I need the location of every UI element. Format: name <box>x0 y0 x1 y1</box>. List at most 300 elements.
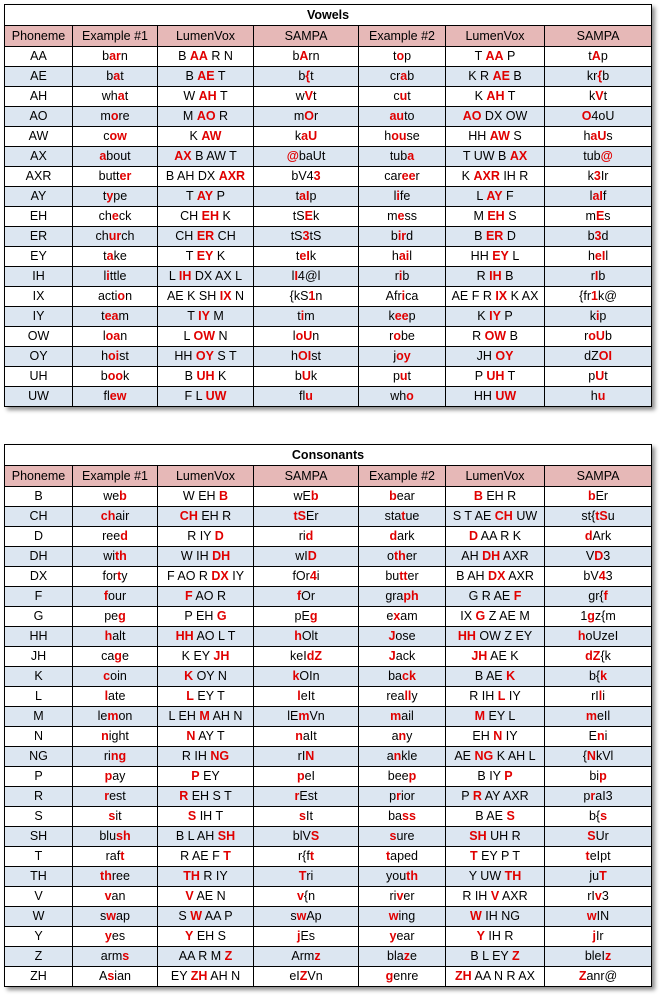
text-segment: OW Z EY <box>475 629 533 643</box>
text-segment: K <box>189 129 202 143</box>
example-1-cell <box>73 327 158 347</box>
highlighted-segment: CH <box>179 509 198 523</box>
sampa-2-cell <box>545 247 652 267</box>
text-segment: p <box>583 789 591 803</box>
text-segment: keI <box>290 649 307 663</box>
text-segment: p <box>309 189 317 203</box>
consonants-header-row <box>5 466 652 487</box>
text-segment: t <box>103 249 107 263</box>
text-segment: L <box>168 269 179 283</box>
highlighted-segment: W <box>469 909 482 923</box>
sampa-2-cell <box>545 587 652 607</box>
highlighted-segment: UH <box>486 369 505 383</box>
text-segment: tS <box>292 209 305 223</box>
text-segment: Vn <box>307 969 323 983</box>
highlighted-segment: HH <box>175 629 194 643</box>
sampa-1-cell <box>254 847 359 867</box>
text-segment: arm <box>100 949 123 963</box>
text-segment: k <box>309 249 317 263</box>
text-segment: tS <box>290 229 303 243</box>
highlighted-segment: R <box>179 789 189 803</box>
lumenvox-1-cell <box>158 867 254 887</box>
text-segment: ose <box>395 629 416 643</box>
table-row <box>5 507 652 527</box>
highlighted-segment: tS <box>293 509 306 523</box>
table-row <box>5 67 652 87</box>
lumenvox-2-cell <box>446 667 545 687</box>
sampa-2-cell <box>545 727 652 747</box>
text-segment: T UW B <box>462 149 510 163</box>
highlighted-segment: D <box>468 529 478 543</box>
text-segment: ear <box>396 489 415 503</box>
highlighted-segment: DH <box>482 549 501 563</box>
highlighted-segment: w <box>388 909 399 923</box>
sampa-2-cell <box>545 907 652 927</box>
text-segment: AE F R <box>451 289 496 303</box>
text-segment: { <box>582 749 587 763</box>
highlighted-segment: ph <box>403 589 419 603</box>
table-row <box>5 167 652 187</box>
text-segment: sta <box>384 509 402 523</box>
text-segment: Or <box>301 589 316 603</box>
sampa-1-cell <box>254 907 359 927</box>
phoneme-cell: W <box>5 907 73 927</box>
text-segment: L <box>508 249 520 263</box>
highlighted-segment: 3 <box>594 229 602 243</box>
column-header-sampa-1: SAMPA <box>254 466 359 487</box>
highlighted-segment: S <box>310 829 320 843</box>
highlighted-segment: D <box>594 549 604 563</box>
highlighted-segment: UH <box>196 369 215 383</box>
sampa-2-cell <box>545 627 652 647</box>
sampa-2-cell <box>545 87 652 107</box>
text-segment: ail <box>401 709 414 723</box>
lumenvox-2-cell <box>446 787 545 807</box>
table-row <box>5 247 652 267</box>
text-segment: AH <box>461 549 483 563</box>
example-2-cell <box>359 167 446 187</box>
text-segment: ca <box>405 289 419 303</box>
example-2-cell <box>359 367 446 387</box>
highlighted-segment: S <box>587 829 596 843</box>
table-row <box>5 927 652 947</box>
text-segment: B <box>509 69 522 83</box>
highlighted-segment: w <box>296 909 307 923</box>
example-1-cell <box>73 907 158 927</box>
text-segment: HH <box>468 129 490 143</box>
highlighted-segment: UW <box>495 389 517 403</box>
highlighted-segment: r <box>294 789 300 803</box>
table-row <box>5 967 652 987</box>
text-segment: ear <box>396 929 415 943</box>
highlighted-segment: R <box>472 789 482 803</box>
text-segment: W <box>183 89 199 103</box>
highlighted-segment: d <box>584 529 593 543</box>
highlighted-segment: Y <box>185 929 194 943</box>
text-segment: AE K <box>487 649 519 663</box>
example-2-cell <box>359 607 446 627</box>
lumenvox-2-cell <box>446 107 545 127</box>
sampa-2-cell <box>545 227 652 247</box>
example-1-cell <box>73 747 158 767</box>
sampa-1-cell <box>254 647 359 667</box>
highlighted-segment: eI <box>594 249 606 263</box>
text-segment: est <box>109 789 126 803</box>
lumenvox-2-cell <box>446 87 545 107</box>
text-segment: 1 <box>580 609 588 623</box>
text-segment: s <box>100 909 107 923</box>
highlighted-segment: h <box>104 629 113 643</box>
highlighted-segment: O <box>581 109 592 123</box>
highlighted-segment: T <box>298 869 307 883</box>
highlighted-segment: v <box>104 889 112 903</box>
highlighted-segment: T <box>599 869 607 883</box>
example-2-cell <box>359 107 446 127</box>
highlighted-segment: i <box>396 189 400 203</box>
example-2-cell <box>359 787 446 807</box>
highlighted-segment: L <box>497 689 506 703</box>
highlighted-segment: i <box>595 309 600 323</box>
text-segment: baUt <box>298 149 326 163</box>
consonants-table <box>4 444 652 987</box>
vowels-table <box>4 4 652 407</box>
example-2-cell <box>359 667 446 687</box>
highlighted-segment: TH <box>504 869 522 883</box>
lumenvox-2-cell <box>446 367 545 387</box>
text-segment: b <box>106 69 114 83</box>
sampa-2-cell <box>545 47 652 67</box>
highlighted-segment: P <box>191 769 200 783</box>
highlighted-segment: V <box>490 889 500 903</box>
phoneme-cell: DH <box>5 547 73 567</box>
highlighted-segment: m <box>298 709 310 723</box>
text-segment: Vn <box>309 709 325 723</box>
text-segment: AO R <box>192 589 226 603</box>
highlighted-segment: r <box>396 789 401 803</box>
highlighted-segment: ur <box>108 229 122 243</box>
table-row <box>5 47 652 67</box>
text-segment: pe <box>104 609 119 623</box>
text-segment: p <box>389 789 397 803</box>
text-segment: ss <box>404 209 417 223</box>
text-segment: HH <box>473 389 496 403</box>
text-segment: fe <box>399 189 411 203</box>
example-2-cell <box>359 127 446 147</box>
phoneme-cell: UH <box>5 367 73 387</box>
lumenvox-2-cell <box>446 387 545 407</box>
lumenvox-1-cell <box>158 67 254 87</box>
text-segment: j <box>393 349 397 363</box>
text-segment: k <box>122 369 130 383</box>
text-segment: bV <box>583 569 599 583</box>
text-segment: EH R <box>197 509 232 523</box>
highlighted-segment: 3 <box>302 229 310 243</box>
example-1-cell <box>73 827 158 847</box>
sampa-2-cell <box>545 847 652 867</box>
text-segment: V <box>585 549 595 563</box>
highlighted-segment: ow <box>109 129 127 143</box>
highlighted-segment: AA <box>485 49 504 63</box>
text-segment: ca <box>101 649 115 663</box>
text-segment: AE N <box>193 889 226 903</box>
lumenvox-1-cell <box>158 547 254 567</box>
highlighted-segment: AW <box>489 129 510 143</box>
table-row <box>5 567 652 587</box>
highlighted-segment: g <box>114 649 122 663</box>
lumenvox-1-cell <box>158 327 254 347</box>
phoneme-cell: AA <box>5 47 73 67</box>
lumenvox-1-cell <box>158 747 254 767</box>
table-row <box>5 227 652 247</box>
text-segment: h <box>583 129 591 143</box>
highlighted-segment: AXR <box>218 169 246 183</box>
text-segment: re <box>118 109 130 123</box>
highlighted-segment: z <box>604 949 612 963</box>
highlighted-segment: IX <box>495 289 508 303</box>
example-2-cell <box>359 587 446 607</box>
text-segment: ri <box>306 869 314 883</box>
highlighted-segment: l <box>598 689 603 703</box>
table-row <box>5 367 652 387</box>
text-segment: S <box>504 209 517 223</box>
text-segment: L <box>476 189 487 203</box>
lumenvox-2-cell <box>446 347 545 367</box>
example-2-cell <box>359 187 446 207</box>
highlighted-segment: AE <box>492 69 510 83</box>
sampa-1-cell <box>254 627 359 647</box>
highlighted-segment: ZH <box>190 969 208 983</box>
highlighted-segment: ER <box>196 229 215 243</box>
text-segment: T <box>185 249 197 263</box>
highlighted-segment: u <box>399 369 408 383</box>
highlighted-segment: o <box>393 329 401 343</box>
text-segment: i <box>604 729 608 743</box>
text-segment: EH R <box>482 489 517 503</box>
example-2-cell <box>359 967 446 987</box>
sampa-2-cell <box>545 107 652 127</box>
highlighted-segment: J <box>388 629 396 643</box>
text-segment: AO L T <box>193 629 236 643</box>
text-segment: R IH <box>469 689 498 703</box>
highlighted-segment: er <box>119 169 132 183</box>
text-segment: t <box>297 309 301 323</box>
highlighted-segment: OW <box>484 329 507 343</box>
text-segment: K <box>474 89 487 103</box>
highlighted-segment: k <box>292 669 300 683</box>
example-2-cell <box>359 627 446 647</box>
sampa-1-cell <box>254 347 359 367</box>
text-segment: es <box>111 929 126 943</box>
highlighted-segment: o <box>406 389 414 403</box>
highlighted-segment: IH <box>489 269 502 283</box>
lumenvox-2-cell <box>446 967 545 987</box>
phoneme-cell: SH <box>5 827 73 847</box>
text-segment: Es <box>300 929 316 943</box>
text-segment: T <box>504 89 516 103</box>
text-segment: T <box>187 309 199 323</box>
text-segment: b <box>100 369 108 383</box>
text-segment: E <box>588 729 597 743</box>
text-segment: tub <box>389 149 408 163</box>
lumenvox-1-cell <box>158 87 254 107</box>
text-segment: ch <box>121 229 135 243</box>
sampa-1-cell <box>254 947 359 967</box>
sampa-1-cell <box>254 267 359 287</box>
column-header-lumenvox-1: LumenVox <box>158 466 254 487</box>
text-segment: l <box>103 269 107 283</box>
phoneme-cell: L <box>5 687 73 707</box>
highlighted-segment: y <box>106 189 114 203</box>
example-1-cell <box>73 887 158 907</box>
highlighted-segment: g <box>385 969 394 983</box>
text-segment: R IH <box>181 749 211 763</box>
text-segment: {fr <box>579 289 591 303</box>
example-2-cell <box>359 927 446 947</box>
highlighted-segment: UW <box>205 389 227 403</box>
lumenvox-2-cell <box>446 187 545 207</box>
lumenvox-2-cell <box>446 707 545 727</box>
lumenvox-1-cell <box>158 507 254 527</box>
sampa-2-cell <box>545 707 652 727</box>
highlighted-segment: i <box>401 289 406 303</box>
text-segment: K AH L <box>493 749 536 763</box>
lumenvox-2-cell <box>446 327 545 347</box>
text-segment: t <box>588 49 592 63</box>
text-segment: EY L <box>485 709 516 723</box>
text-segment: EY P T <box>477 849 521 863</box>
text-segment: n <box>312 329 320 343</box>
text-segment: AH N <box>209 709 243 723</box>
table-row <box>5 647 652 667</box>
table-row <box>5 327 652 347</box>
highlighted-segment: l <box>104 689 109 703</box>
column-header-lumenvox-2: LumenVox <box>446 466 545 487</box>
text-segment: a <box>391 729 399 743</box>
highlighted-segment: G <box>216 609 227 623</box>
text-segment: G R AE <box>468 589 514 603</box>
lumenvox-2-cell <box>446 67 545 87</box>
phoneme-cell: P <box>5 767 73 787</box>
example-2-cell <box>359 907 446 927</box>
text-segment: y <box>406 729 413 743</box>
highlighted-segment: HH <box>457 629 476 643</box>
highlighted-segment: n <box>295 729 303 743</box>
table-row <box>5 607 652 627</box>
text-segment: IY <box>228 569 245 583</box>
highlighted-segment: th <box>406 869 418 883</box>
column-header-example-1: Example #1 <box>73 26 158 47</box>
text-segment: W IH <box>180 549 213 563</box>
lumenvox-2-cell <box>446 167 545 187</box>
highlighted-segment: 1 <box>590 289 598 303</box>
sampa-2-cell <box>545 607 652 627</box>
text-segment: l <box>605 249 609 263</box>
sampa-1-cell <box>254 127 359 147</box>
highlighted-segment: B <box>219 489 229 503</box>
text-segment: r <box>584 329 589 343</box>
highlighted-segment: ew <box>109 389 127 403</box>
text-segment: K <box>461 169 474 183</box>
sampa-1-cell <box>254 307 359 327</box>
example-1-cell <box>73 127 158 147</box>
text-segment: B L EY <box>470 949 513 963</box>
sampa-2-cell <box>545 787 652 807</box>
phoneme-cell: AW <box>5 127 73 147</box>
table-row <box>5 707 652 727</box>
text-segment: ing <box>398 909 416 923</box>
sampa-1-cell <box>254 607 359 627</box>
consonants-title: Consonants <box>5 445 652 466</box>
lumenvox-1-cell <box>158 47 254 67</box>
phoneme-cell: G <box>5 607 73 627</box>
highlighted-segment: b <box>310 489 319 503</box>
phoneme-cell: EY <box>5 247 73 267</box>
sampa-2-cell <box>545 967 652 987</box>
text-segment: l <box>393 189 397 203</box>
text-segment: l <box>589 189 593 203</box>
sampa-2-cell <box>545 747 652 767</box>
highlighted-segment: z <box>314 949 321 963</box>
highlighted-segment: t <box>117 569 122 583</box>
highlighted-segment: l <box>297 689 301 703</box>
text-segment: AY T <box>195 729 225 743</box>
lumenvox-1-cell <box>158 487 254 507</box>
sampa-2-cell <box>545 647 652 667</box>
highlighted-segment: E <box>304 209 313 223</box>
text-segment: er <box>403 889 415 903</box>
highlighted-segment: F <box>513 589 522 603</box>
highlighted-segment: s <box>108 809 116 823</box>
highlighted-segment: aU <box>590 129 607 143</box>
highlighted-segment: p <box>408 769 417 783</box>
text-segment: on <box>118 709 133 723</box>
text-segment: r{f <box>298 849 310 863</box>
example-2-cell <box>359 847 446 867</box>
sampa-2-cell <box>545 387 652 407</box>
highlighted-segment: n <box>393 749 402 763</box>
text-segment: rI <box>591 689 599 703</box>
sampa-1-cell <box>254 167 359 187</box>
text-segment: 4oU <box>591 109 615 123</box>
highlighted-segment: oU <box>295 329 313 343</box>
text-segment: r <box>394 269 399 283</box>
highlighted-segment: m <box>585 709 597 723</box>
phoneme-cell: OY <box>5 347 73 367</box>
example-1-cell <box>73 647 158 667</box>
text-segment: T <box>214 69 226 83</box>
text-segment: gra <box>385 589 404 603</box>
lumenvox-2-cell <box>446 227 545 247</box>
text-segment: P <box>213 189 225 203</box>
lumenvox-1-cell <box>158 247 254 267</box>
text-segment: m <box>387 209 398 223</box>
example-1-cell <box>73 287 158 307</box>
highlighted-segment: x <box>393 609 401 623</box>
text-segment: M <box>209 309 224 323</box>
lumenvox-1-cell <box>158 967 254 987</box>
lumenvox-2-cell <box>446 627 545 647</box>
text-segment: F L <box>184 389 206 403</box>
text-segment: bV4 <box>291 169 314 183</box>
lumenvox-1-cell <box>158 607 254 627</box>
phoneme-cell: NG <box>5 747 73 767</box>
sampa-1-cell <box>254 187 359 207</box>
text-segment: Ir <box>595 929 604 943</box>
table-row <box>5 587 652 607</box>
lumenvox-2-cell <box>446 847 545 867</box>
text-segment: rea <box>386 689 405 703</box>
text-segment: Ur <box>595 829 609 843</box>
